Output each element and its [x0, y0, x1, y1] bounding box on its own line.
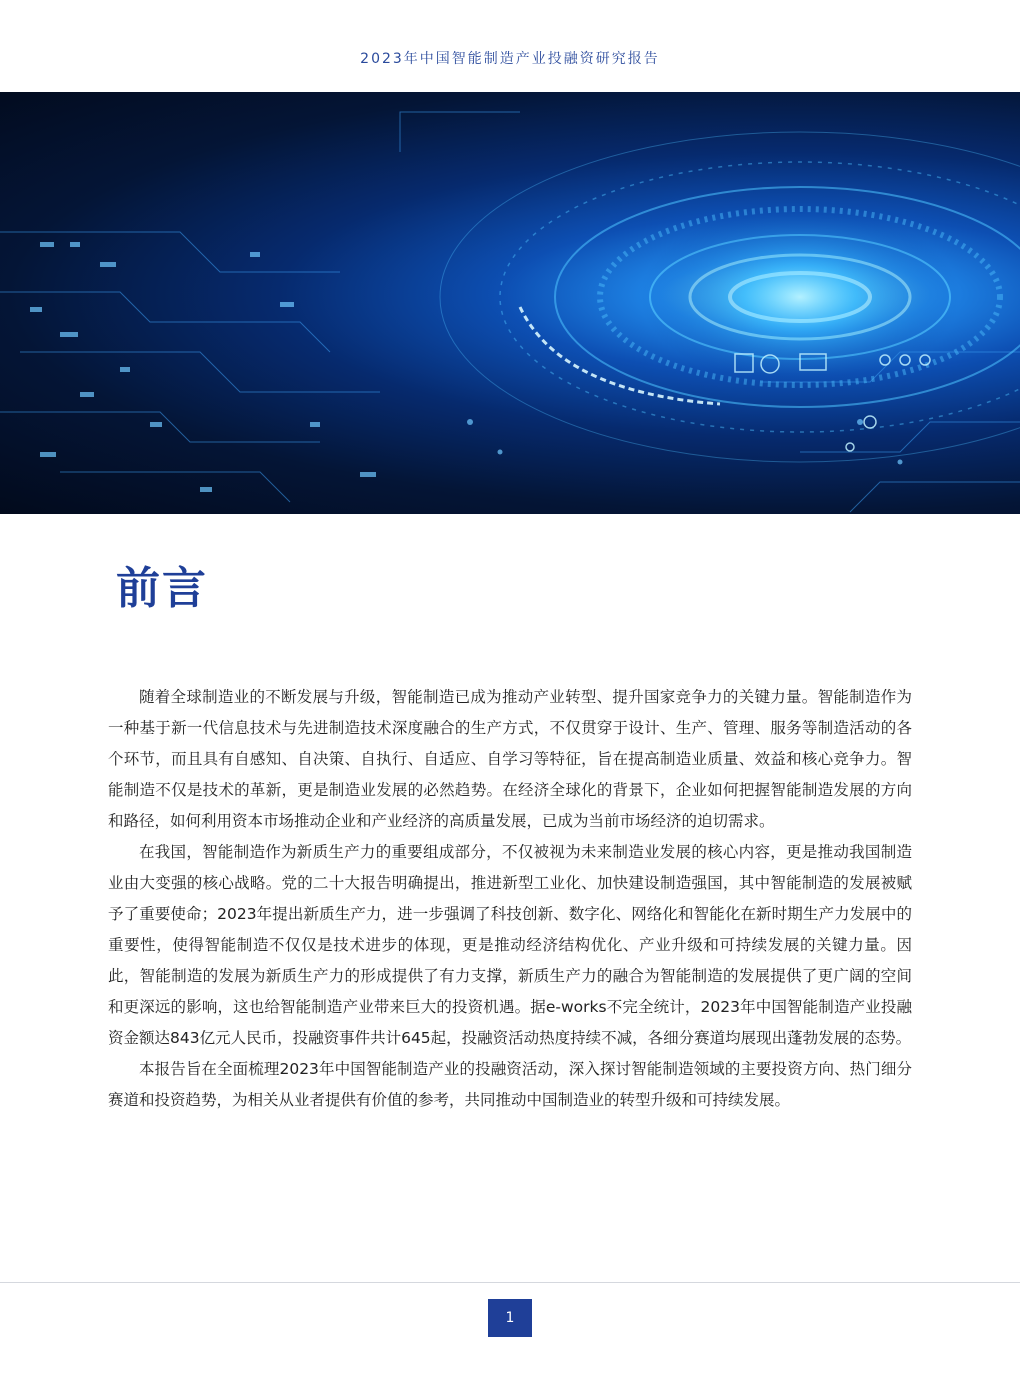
running-header: 2023年中国智能制造产业投融资研究报告 — [360, 51, 660, 67]
section-title: 前言 — [116, 563, 208, 614]
paragraph: 在我国，智能制造作为新质生产力的重要组成部分，不仅被视为未来制造业发展的核心内容，更是推动我国制造业由大变强的核心战略。党的二十大报告明确提出，推进新型工业化、加快建设制造强国，其中智能制造的发展被赋予了重要使命；2023年提出新质生产力，进一步强调了科技创新、数字化、网络化和智能化在新时期生产力发展中的重要性，使得智能制造不仅仅是技术进步的体现，更是推动经济结构优化、产业升级和可持续发展的关键力量。因此，智能制造的发展为新质生产力的形成提供了有力支撑，新质生产力的融合为智能制造的发展提供了更广阔的空间和更深远的影响，这也给智能制造产业带来巨大的投资机遇。据e-works不完全统计，2023年中国智能制造产业投融资金额达843亿元人民币，投融资事件共计645起，投融资活动热度持续不减，各细分赛道均展现出蓬勃发展的态势。 — [108, 843, 912, 1047]
page-number: 1 — [488, 1299, 532, 1337]
footer-divider — [0, 1282, 1020, 1283]
paragraph: 本报告旨在全面梳理2023年中国智能制造产业的投融资活动，深入探讨智能制造领域的主要投资方向、热门细分赛道和投资趋势，为相关从业者提供有价值的参考，共同推动中国制造业的转型升级和可持续发展。 — [108, 1060, 912, 1109]
paragraph: 随着全球制造业的不断发展与升级，智能制造已成为推动产业转型、提升国家竞争力的关键力量。智能制造作为一种基于新一代信息技术与先进制造技术深度融合的生产方式，不仅贯穿于设计、生产、管理、服务等制造活动的各个环节，而且具有自感知、自决策、自执行、自适应、自学习等特征，旨在提高制造业质量、效益和核心竞争力。智能制造不仅是技术的革新，更是制造业发展的必然趋势。在经济全球化的背景下，企业如何把握智能制造发展的方向和路径，如何利用资本市场推动企业和产业经济的高质量发展，已成为当前市场经济的迫切需求。 — [108, 688, 912, 830]
body-text — [108, 682, 912, 1116]
hero-image — [0, 92, 1020, 514]
